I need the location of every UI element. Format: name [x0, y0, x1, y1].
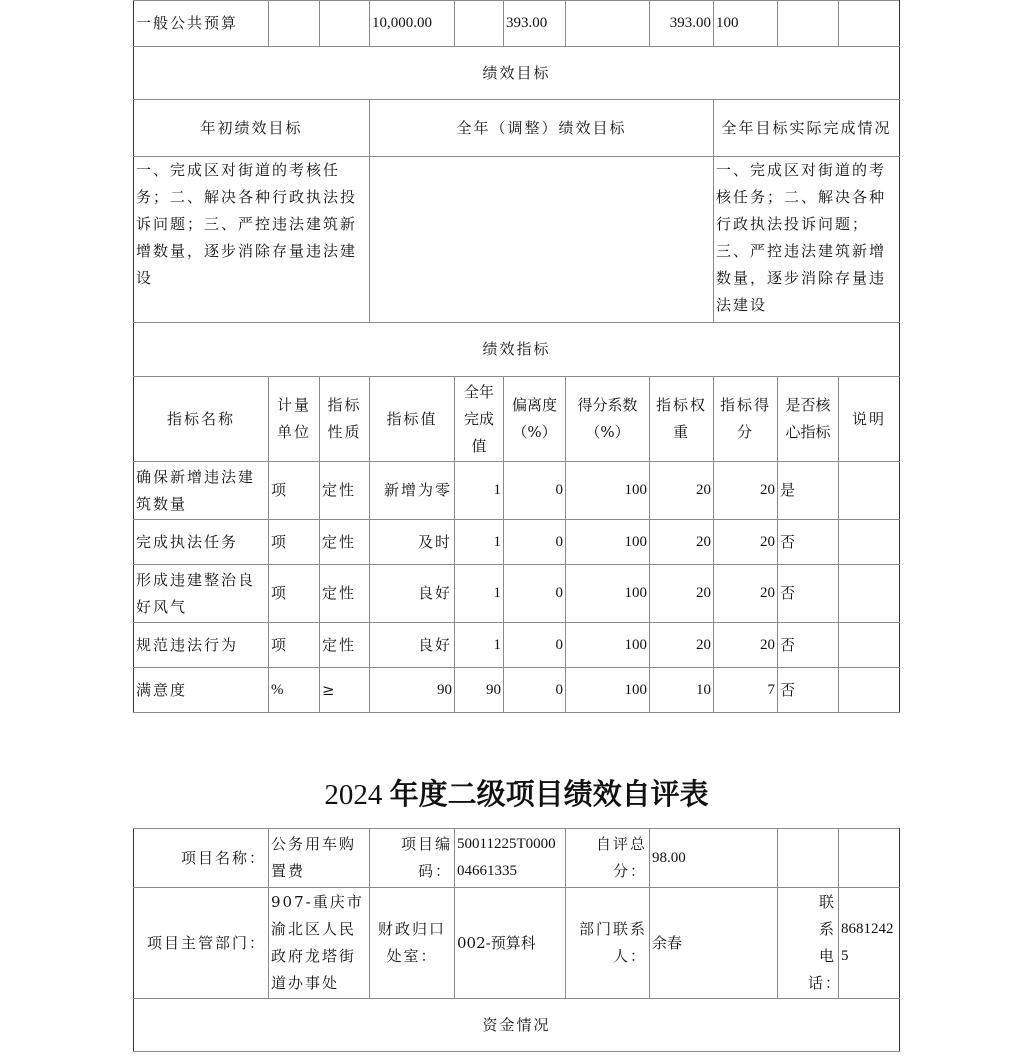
- adjusted-goal-text: [370, 157, 714, 323]
- indicator-deviation: 0: [504, 520, 566, 565]
- col-header-actual: 全年完成值: [455, 377, 504, 462]
- indicator-actual: 1: [455, 623, 504, 668]
- indicator-weight: 10: [650, 668, 714, 713]
- indicator-core: 否: [778, 623, 839, 668]
- indicator-weight: 20: [650, 520, 714, 565]
- indicator-target: 良好: [370, 623, 455, 668]
- col-header-core: 是否核心指标: [778, 377, 839, 462]
- self-score-label: 自评总分：: [566, 829, 650, 888]
- indicator-weight: 20: [650, 462, 714, 520]
- contact-label: 部门联系人：: [566, 888, 650, 999]
- budget-cell: [320, 1, 370, 47]
- indicator-weight: 20: [650, 623, 714, 668]
- adjusted-goal-header: 全年（调整）绩效目标: [370, 100, 714, 157]
- indicator-core: 是: [778, 462, 839, 520]
- indicator-name: 确保新增违法建筑数量: [134, 462, 269, 520]
- initial-goal-header: 年初绩效目标: [134, 100, 370, 157]
- col-header-name: 指标名称: [134, 377, 269, 462]
- col-header-nature: 指标性质: [320, 377, 370, 462]
- indicator-target: 及时: [370, 520, 455, 565]
- empty-cell: [778, 829, 839, 888]
- form-title: [0, 772, 1033, 813]
- budget-cell: 393.00: [504, 1, 566, 47]
- indicator-name: 形成违建整治良好风气: [134, 565, 269, 623]
- indicator-note: [839, 623, 900, 668]
- indicator-name: 完成执法任务: [134, 520, 269, 565]
- phone-label: 联系电话：: [778, 888, 839, 999]
- indicator-target: 90: [370, 668, 455, 713]
- budget-cell: [839, 1, 900, 47]
- indicator-actual: 1: [455, 462, 504, 520]
- dept-value: 907-重庆市渝北区人民政府龙塔街道办事处: [269, 888, 370, 999]
- funds-section-title: 资金情况: [134, 999, 900, 1052]
- finance-value: 002-预算科: [455, 888, 566, 999]
- dept-label: 项目主管部门：: [134, 888, 269, 999]
- indicator-deviation: 0: [504, 462, 566, 520]
- indicator-score: 20: [714, 623, 778, 668]
- indicator-score: 20: [714, 520, 778, 565]
- indicator-unit: %: [269, 668, 320, 713]
- indicator-nature: 定性: [320, 565, 370, 623]
- self-score-value: 98.00: [650, 829, 778, 888]
- performance-table: [133, 0, 900, 713]
- indicator-note: [839, 462, 900, 520]
- indicator-unit: 项: [269, 565, 320, 623]
- initial-goal-text: 一、完成区对街道的考核任务；二、解决各种行政执法投诉问题；三、严控违法建筑新增数量，逐步消除存量违法建设: [134, 157, 370, 323]
- indicator-deviation: 0: [504, 623, 566, 668]
- project-code-value: 50011225T000004661335: [455, 829, 566, 888]
- indicator-unit: 项: [269, 462, 320, 520]
- indicator-unit: 项: [269, 520, 320, 565]
- col-header-coef: 得分系数（%）: [566, 377, 650, 462]
- indicator-row: [134, 462, 900, 520]
- indicator-row: [134, 520, 900, 565]
- indicator-coef: 100: [566, 623, 650, 668]
- form-title-year: 2024: [324, 779, 383, 811]
- budget-cell: 393.00: [650, 1, 714, 47]
- indicators-section-title: 绩效指标: [134, 323, 900, 377]
- indicator-coef: 100: [566, 520, 650, 565]
- indicator-actual: 1: [455, 565, 504, 623]
- indicator-score: 20: [714, 462, 778, 520]
- indicator-deviation: 0: [504, 668, 566, 713]
- form-title-text: 年度二级项目绩效自评表: [389, 779, 709, 811]
- indicator-coef: 100: [566, 668, 650, 713]
- indicator-actual: 90: [455, 668, 504, 713]
- budget-cell: 10,000.00: [370, 1, 455, 47]
- budget-cell: [269, 1, 320, 47]
- budget-cell: [455, 1, 504, 47]
- indicator-weight: 20: [650, 565, 714, 623]
- actual-goal-header: 全年目标实际完成情况: [714, 100, 900, 157]
- indicator-note: [839, 668, 900, 713]
- indicator-note: [839, 565, 900, 623]
- indicator-name: 满意度: [134, 668, 269, 713]
- indicator-target: 良好: [370, 565, 455, 623]
- budget-cell: [778, 1, 839, 47]
- budget-label: 一般公共预算: [134, 1, 269, 47]
- col-header-target: 指标值: [370, 377, 455, 462]
- indicator-row: [134, 565, 900, 623]
- col-header-score: 指标得分: [714, 377, 778, 462]
- phone-value: 86812425: [839, 888, 900, 999]
- budget-cell: [566, 1, 650, 47]
- indicator-nature: 定性: [320, 623, 370, 668]
- indicator-header-row: [134, 377, 900, 462]
- actual-goal-text: 一、完成区对街道的考核任务；二、解决各种行政执法投诉问题；三、严控违法建筑新增数量，逐步消除存量违法建设: [714, 157, 900, 323]
- budget-cell: 100: [714, 1, 778, 47]
- indicator-row: [134, 623, 900, 668]
- col-header-weight: 指标权重: [650, 377, 714, 462]
- col-header-deviation: 偏离度（%）: [504, 377, 566, 462]
- indicator-note: [839, 520, 900, 565]
- goals-section-title: 绩效目标: [134, 47, 900, 100]
- indicator-target: 新增为零: [370, 462, 455, 520]
- indicator-coef: 100: [566, 565, 650, 623]
- indicator-deviation: 0: [504, 565, 566, 623]
- col-header-note: 说明: [839, 377, 900, 462]
- contact-value: 余春: [650, 888, 778, 999]
- indicator-nature: 定性: [320, 462, 370, 520]
- project-name-value: 公务用车购置费: [269, 829, 370, 888]
- indicator-unit: 项: [269, 623, 320, 668]
- indicator-core: 否: [778, 520, 839, 565]
- empty-cell: [839, 829, 900, 888]
- finance-label: 财政归口处室：: [370, 888, 455, 999]
- indicator-coef: 100: [566, 462, 650, 520]
- indicator-nature: ≥: [320, 668, 370, 713]
- indicator-nature: 定性: [320, 520, 370, 565]
- col-header-unit: 计量单位: [269, 377, 320, 462]
- self-evaluation-table: [133, 828, 900, 1052]
- project-code-label: 项目编码：: [370, 829, 455, 888]
- budget-row: [134, 1, 900, 47]
- project-name-label: 项目名称：: [134, 829, 269, 888]
- indicator-name: 规范违法行为: [134, 623, 269, 668]
- indicator-score: 20: [714, 565, 778, 623]
- indicator-row: [134, 668, 900, 713]
- indicator-core: 否: [778, 565, 839, 623]
- indicator-actual: 1: [455, 520, 504, 565]
- indicator-score: 7: [714, 668, 778, 713]
- indicator-core: 否: [778, 668, 839, 713]
